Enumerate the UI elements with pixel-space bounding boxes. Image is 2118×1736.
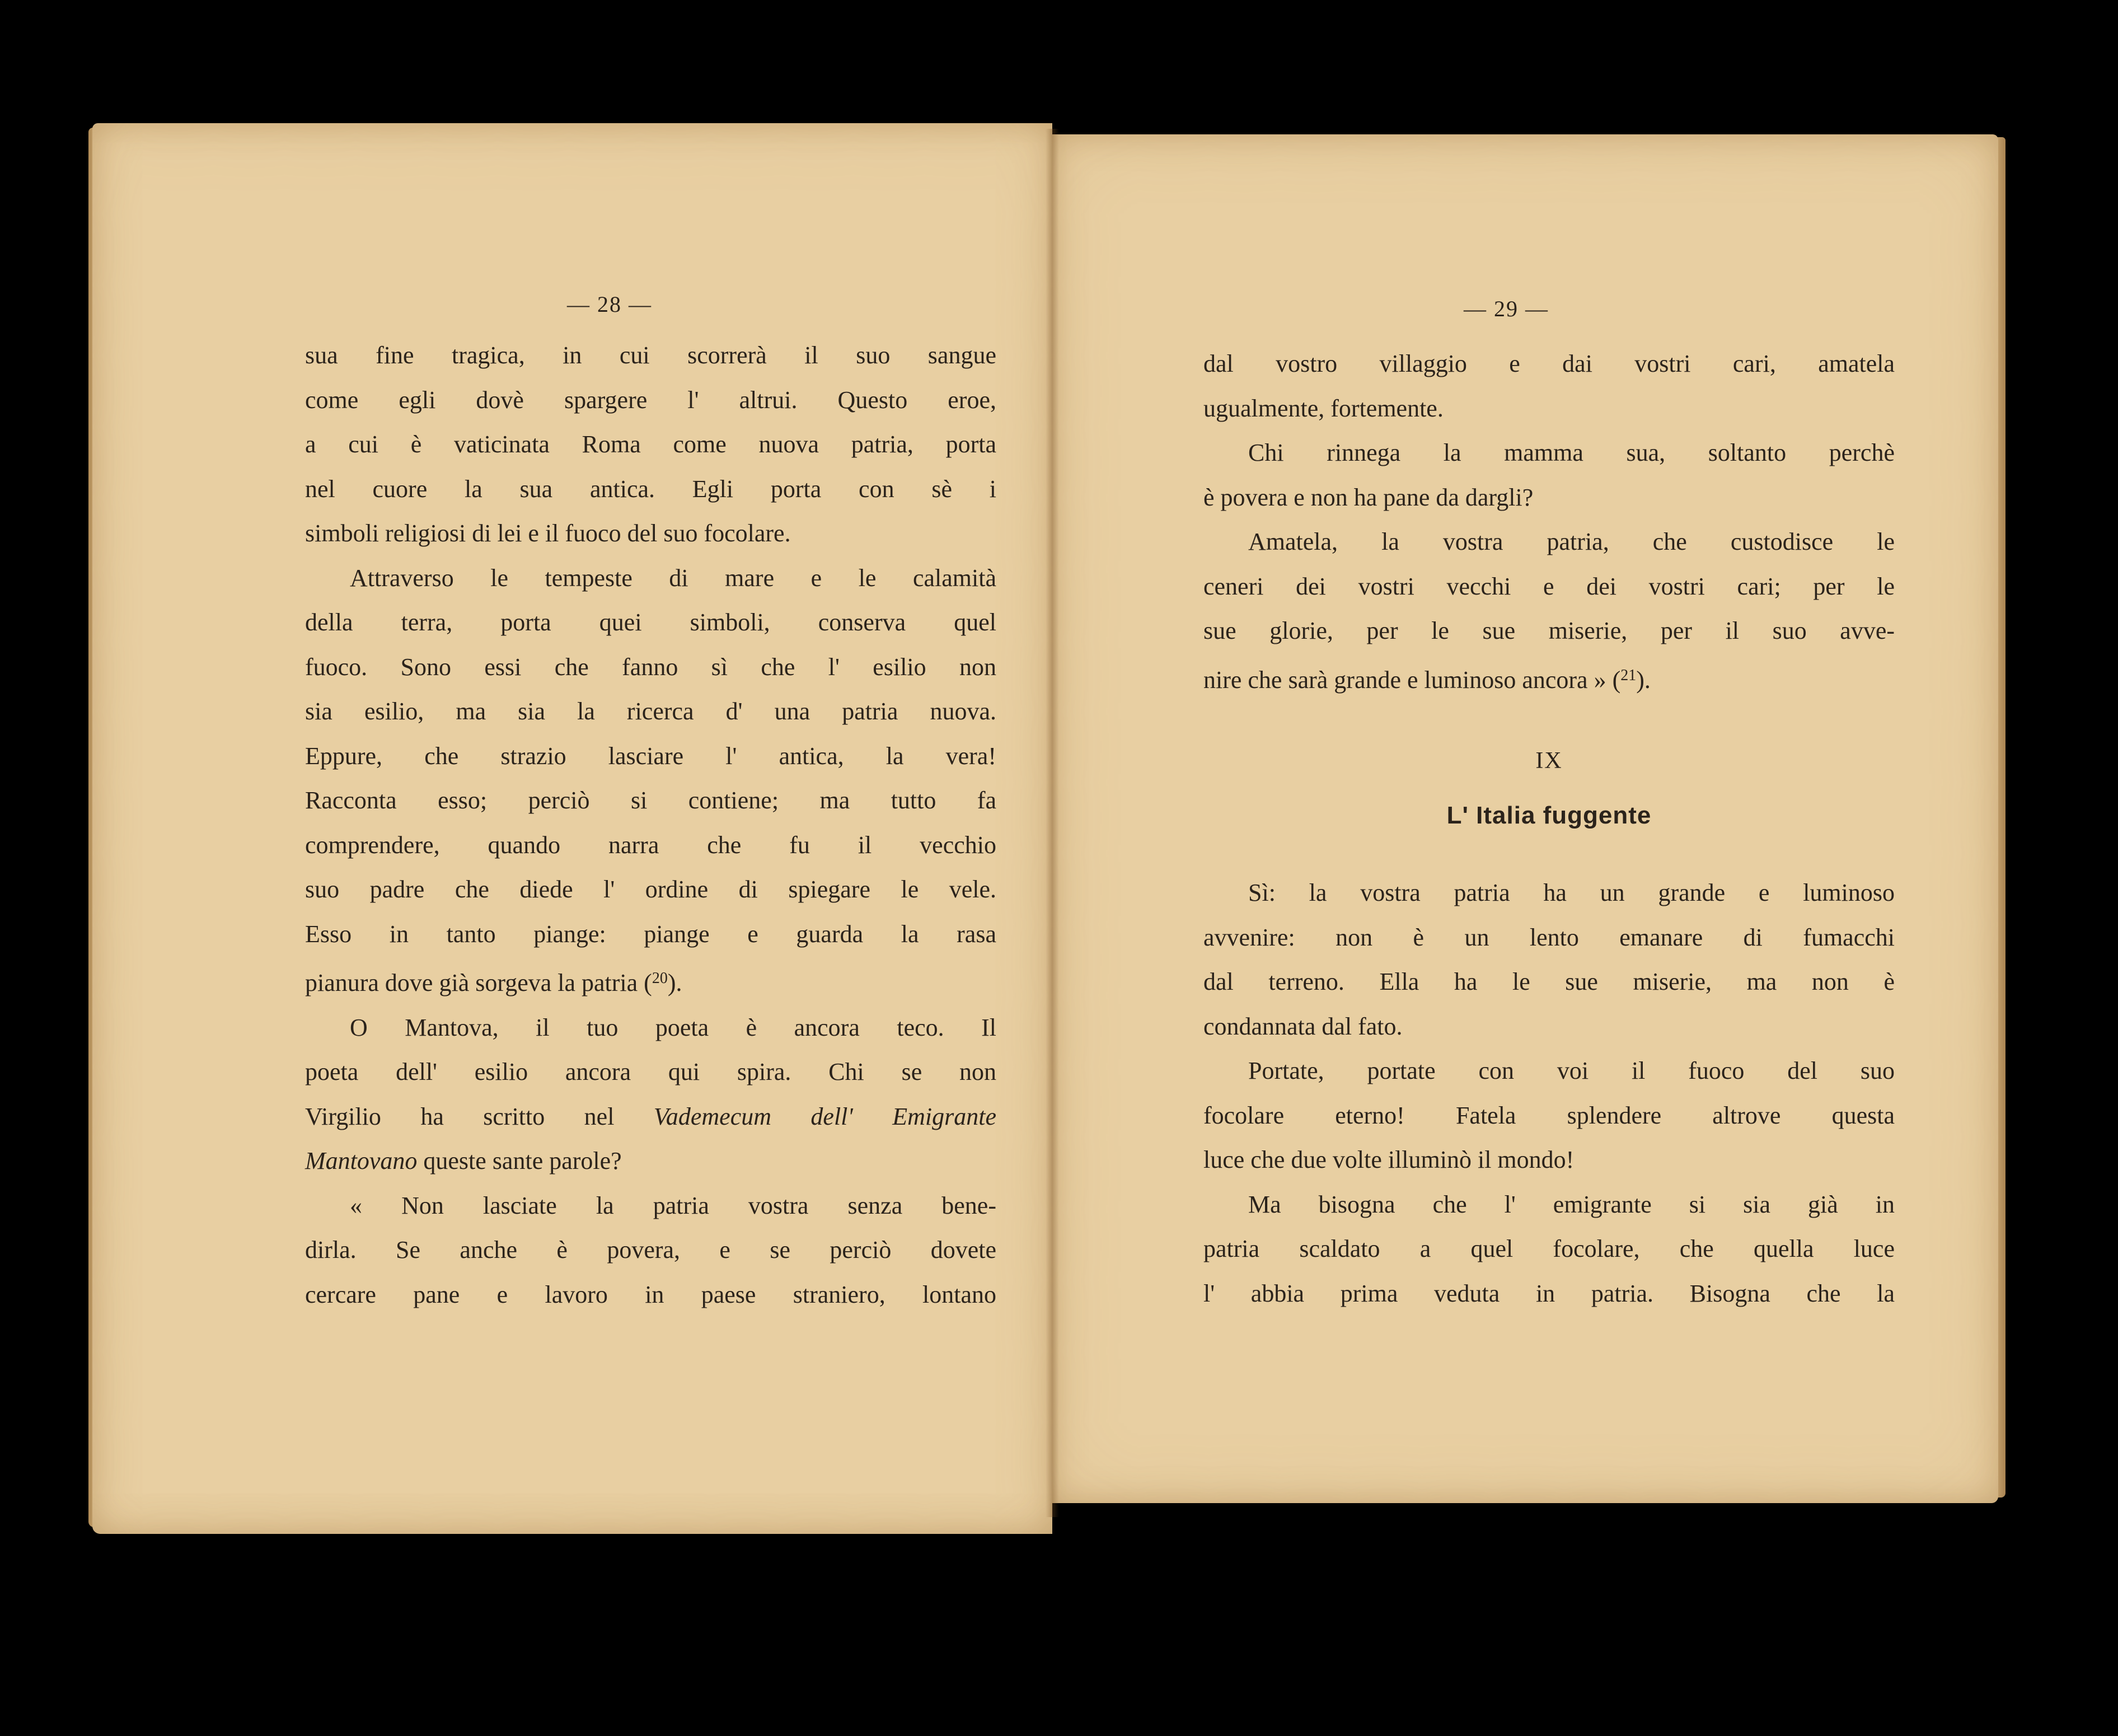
text-line (305, 1139, 996, 1183)
text-line: Portate, portate con voi il fuoco del suo (1248, 1057, 1895, 1084)
text-fragment: nire che sarà grande e luminoso ancora » ( (1203, 666, 1621, 694)
text-line: l' abbia prima veduta in patria. Bisogna che la (1203, 1279, 1895, 1307)
text-line: luce che due volte illuminò il mondo! (1203, 1146, 1575, 1173)
text-line: Esso in tanto piange: piange e guarda la rasa (305, 920, 996, 948)
text-line: focolare eterno! Fatela splendere altrove questa (1203, 1101, 1895, 1129)
text-line: O Mantova, il tuo poeta è ancora teco. Il (350, 1013, 996, 1041)
text-line: sia esilio, ma sia la ricerca d' una patria nuova. (305, 698, 996, 725)
text-line: cercare pane e lavoro in paese straniero, lontano (305, 1280, 996, 1308)
text-line (305, 1094, 996, 1139)
text-line: ugualmente, fortemente. (1203, 394, 1444, 422)
section-number: IX (1535, 748, 1563, 774)
book-gutter (1046, 129, 1059, 1517)
text-line: Amatela, la vostra patria, che custodisce le (1248, 528, 1895, 555)
right-page-number: — 29 — (1464, 296, 1549, 321)
text-line: Racconta esso; perciò si contiene; ma tutto fa (305, 787, 996, 814)
text-line: poeta dell' esilio ancora qui spira. Chi se non (305, 1058, 996, 1085)
right-page (1052, 134, 1998, 1503)
text-fragment: ). (667, 969, 682, 996)
text-line: a cui è vaticinata Roma come nuova patria, porta (305, 431, 996, 458)
text-line: simboli religiosi di lei e il fuoco del suo focolare. (305, 520, 791, 547)
left-page-number: — 28 — (567, 292, 652, 317)
right-page-text-top (1203, 341, 1895, 702)
right-page-text-bottom (1203, 871, 1895, 1316)
text-line: sua fine tragica, in cui scorrerà il suo sangue (305, 341, 996, 369)
text-line: sue glorie, per le sue miserie, per il suo avve- (1203, 617, 1895, 644)
text-line: Eppure, che strazio lasciare l' antica, la vera! (305, 742, 996, 770)
text-line: comprendere, quando narra che fu il vecchio (305, 831, 996, 859)
text-line (1203, 653, 1895, 703)
text-line: dirla. Se anche è povera, e se perciò dovete (305, 1236, 996, 1264)
footnote-ref: 20 (652, 970, 668, 987)
italic-title: Mantovano (305, 1147, 418, 1175)
text-line: « Non lasciate la patria vostra senza bene- (350, 1191, 996, 1219)
text-line: condannata dal fato. (1203, 1012, 1403, 1040)
text-line: della terra, porta quei simboli, conserva quel (305, 609, 996, 636)
italic-title: Vademecum dell' Emigrante (653, 1102, 996, 1130)
section-title: L' Italia fuggente (1446, 802, 1652, 829)
text-line: patria scaldato a quel focolare, che quella luce (1203, 1235, 1895, 1262)
footnote-ref: 21 (1620, 666, 1637, 684)
text-line: come egli dovè spargere l' altrui. Questo eroe, (305, 386, 996, 414)
text-line: avvenire: non è un lento emanare di fumacchi (1203, 923, 1895, 951)
text-line (305, 956, 996, 1005)
text-line: Attraverso le tempeste di mare e le calamità (350, 564, 996, 592)
text-line: è povera e non ha pane da dargli? (1203, 483, 1534, 511)
text-line: dal terreno. Ella ha le sue miserie, ma non è (1203, 968, 1895, 995)
text-line: fuoco. Sono essi che fanno sì che l' esilio non (305, 653, 996, 681)
left-page-text (305, 333, 996, 1317)
text-fragment: pianura dove già sorgeva la patria ( (305, 969, 652, 996)
text-line: Ma bisogna che l' emigrante si sia già in (1248, 1190, 1895, 1218)
text-fragment: ). (1636, 666, 1651, 694)
text-line: ceneri dei vostri vecchi e dei vostri cari; per le (1203, 572, 1895, 600)
text-line: dal vostro villaggio e dai vostri cari, amatela (1203, 350, 1895, 377)
text-line: Sì: la vostra patria ha un grande e luminoso (1248, 879, 1895, 906)
text-line: suo padre che diede l' ordine di spiegare le vele. (305, 876, 996, 903)
left-page (92, 123, 1052, 1534)
text-line: Chi rinnega la mamma sua, soltanto perchè (1248, 439, 1895, 466)
text-fragment: queste sante parole? (417, 1147, 622, 1175)
text-line: nel cuore la sua antica. Egli porta con sè i (305, 475, 996, 503)
text-fragment: Virgilio ha scritto nel (305, 1102, 654, 1130)
